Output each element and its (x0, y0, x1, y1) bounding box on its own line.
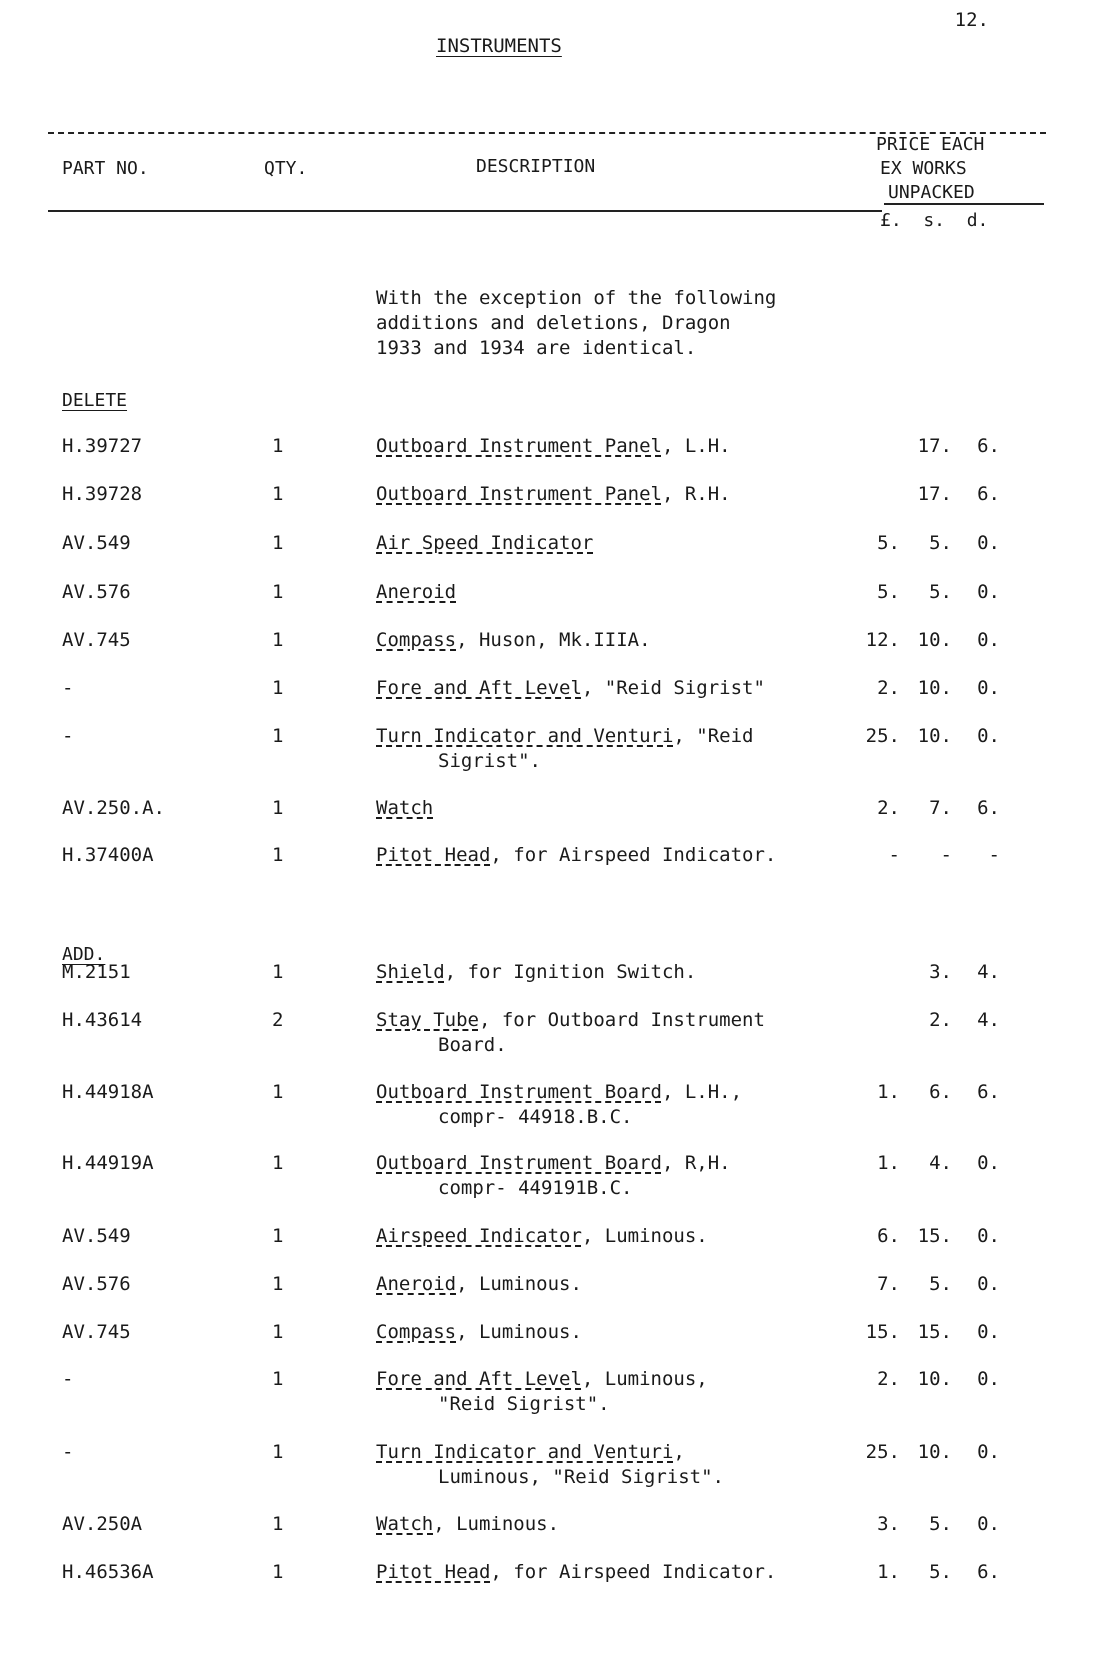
price-pounds: 7. (877, 1273, 900, 1295)
table-row (0, 724, 1107, 772)
price-shillings: 5. (929, 532, 952, 554)
description (376, 434, 731, 459)
item-detail: , for Outboard Instrument (478, 1009, 765, 1031)
quantity: 1 (272, 1152, 284, 1174)
table-row (0, 843, 1107, 868)
item-name: Turn Indicator and Venturi (376, 1441, 674, 1463)
table-row (0, 1560, 1107, 1585)
item-name: Fore and Aft Level (376, 677, 582, 699)
description-line (376, 1441, 685, 1463)
item-detail: , "Reid (673, 725, 754, 747)
item-detail: , "Reid Sigrist" (581, 677, 765, 699)
price-pounds (852, 1008, 900, 1033)
price-shillings: 3. (929, 961, 952, 983)
price-pounds (852, 482, 900, 507)
item-name: Turn Indicator and Venturi (376, 725, 674, 747)
description (376, 1512, 559, 1537)
price-pounds: - (888, 844, 900, 866)
description (376, 531, 593, 556)
item-name: Stay Tube (376, 1009, 479, 1031)
price-shillings: 17. (917, 483, 952, 505)
quantity: 1 (272, 1321, 284, 1343)
price (852, 628, 1000, 653)
price-pounds: 1. (877, 1152, 900, 1174)
price-shillings: 15. (917, 1321, 952, 1343)
description (376, 628, 651, 653)
part-number: AV.576 (62, 581, 131, 603)
price-pounds: 2. (877, 1368, 900, 1390)
price-pence: 0. (977, 1513, 1000, 1535)
price-shillings: 10. (917, 1368, 952, 1390)
table-row (0, 1272, 1107, 1297)
quantity: 1 (272, 1081, 284, 1103)
item-detail: , Luminous, (581, 1368, 708, 1390)
price-pence: 0. (977, 581, 1000, 603)
item-name: Outboard Instrument Board (376, 1081, 662, 1103)
price-shillings: 10. (917, 677, 952, 699)
page-title: INSTRUMENTS (436, 35, 562, 57)
description-line (376, 629, 651, 651)
item-detail: , Luminous. (456, 1273, 582, 1295)
price-pence: 0. (977, 677, 1000, 699)
quantity: 1 (272, 961, 284, 983)
price-pounds: 5. (877, 581, 900, 603)
description (376, 1151, 731, 1201)
description (376, 1440, 724, 1490)
price-pence: 6. (977, 483, 1000, 505)
part-number: H.39727 (62, 435, 143, 457)
price-shillings: 10. (917, 629, 952, 651)
part-number: AV.250A (62, 1513, 143, 1535)
price-pence: 4. (977, 961, 1000, 983)
description (376, 676, 765, 701)
description-line (376, 844, 776, 866)
description-line (376, 961, 696, 983)
part-number: AV.745 (62, 629, 131, 651)
price-shillings: 5. (929, 1561, 952, 1583)
description (376, 1272, 582, 1297)
part-number: - (62, 1368, 74, 1390)
price-shillings: 7. (929, 797, 952, 819)
header-price-line2: EX WORKS (880, 158, 967, 179)
item-detail: , for Airspeed Indicator. (490, 844, 777, 866)
item-detail: , Luminous. (456, 1321, 582, 1343)
description (376, 1080, 742, 1130)
part-number: - (62, 677, 74, 699)
item-detail: , for Ignition Switch. (444, 961, 697, 983)
quantity: 1 (272, 435, 284, 457)
description (376, 960, 696, 985)
price-pounds: 12. (865, 629, 900, 651)
item-name: Aneroid (376, 581, 457, 603)
part-number: H.46536A (62, 1561, 154, 1583)
quantity: 1 (272, 483, 284, 505)
price (852, 1560, 1000, 1585)
price (852, 1320, 1000, 1345)
description-line (376, 532, 593, 554)
table-row (0, 1440, 1107, 1488)
part-number: H.39728 (62, 483, 143, 505)
price-shillings: 2. (929, 1009, 952, 1031)
price-pounds: 15. (865, 1321, 900, 1343)
item-name: Pitot Head (376, 844, 491, 866)
description-line (376, 1561, 776, 1583)
item-detail: , Luminous. (581, 1225, 708, 1247)
price-shillings: 6. (929, 1081, 952, 1103)
header-part-no: PART NO. (62, 158, 149, 179)
price-pounds: 3. (877, 1513, 900, 1535)
description-line (376, 677, 765, 699)
table-row (0, 580, 1107, 605)
item-detail: , for Airspeed Indicator. (490, 1561, 777, 1583)
quantity: 1 (272, 532, 284, 554)
description (376, 724, 754, 774)
description-line (376, 797, 433, 819)
price-pence: 4. (977, 1009, 1000, 1031)
price-units: £. s. d. (880, 210, 989, 231)
price-pence: 6. (977, 435, 1000, 457)
part-number: - (62, 725, 74, 747)
item-name: Airspeed Indicator (376, 1225, 582, 1247)
quantity: 1 (272, 1441, 284, 1463)
price-pounds: 25. (865, 725, 900, 747)
price-shillings: 10. (917, 725, 952, 747)
part-number: - (62, 1441, 74, 1463)
table-row (0, 531, 1107, 556)
item-name: Shield (376, 961, 445, 983)
price-pounds: 5. (877, 532, 900, 554)
part-number: H.43614 (62, 1009, 143, 1031)
header-bottom-rule (48, 210, 882, 212)
quantity: 1 (272, 1273, 284, 1295)
price-pounds: 25. (865, 1441, 900, 1463)
intro-text: With the exception of the following additions and deletions, Dragon 1933 and 1934 are identical. (376, 287, 777, 359)
part-number: AV.745 (62, 1321, 131, 1343)
price (852, 1224, 1000, 1249)
description (376, 1320, 582, 1345)
description-continuation: compr- 449191B.C. (438, 1177, 633, 1199)
description (376, 796, 433, 821)
description-continuation: compr- 44918.B.C. (438, 1106, 633, 1128)
table-row (0, 796, 1107, 821)
table-row (0, 482, 1107, 507)
item-name: Watch (376, 797, 434, 819)
price (852, 1512, 1000, 1537)
description-continuation: Sigrist". (438, 750, 541, 772)
price-pence: 0. (977, 1321, 1000, 1343)
description-line (376, 725, 754, 747)
description (376, 1224, 708, 1249)
add-section-label: ADD. (62, 944, 106, 965)
description (376, 843, 776, 868)
item-name: Air Speed Indicator (376, 532, 594, 554)
table-row (0, 628, 1107, 653)
item-name: Fore and Aft Level (376, 1368, 582, 1390)
description-line (376, 1368, 708, 1390)
table-row (0, 1080, 1107, 1128)
price-pence: 0. (977, 1152, 1000, 1174)
description-line (376, 1513, 559, 1535)
price (852, 1008, 1000, 1033)
price-pence: 0. (977, 1441, 1000, 1463)
item-detail: , L.H., (661, 1081, 743, 1103)
item-detail: , R,H. (661, 1152, 731, 1174)
part-number: AV.250.A. (62, 797, 165, 819)
header-description: DESCRIPTION (476, 156, 596, 177)
part-number: AV.549 (62, 1225, 131, 1247)
price (852, 960, 1000, 985)
table-row (0, 1008, 1107, 1056)
description-continuation: Luminous, "Reid Sigrist". (438, 1466, 724, 1488)
quantity: 1 (272, 844, 284, 866)
item-name: Aneroid (376, 1273, 457, 1295)
item-name: Watch (376, 1513, 434, 1535)
description-line (376, 1152, 731, 1174)
price-pence: 0. (977, 532, 1000, 554)
price-pence: 0. (977, 629, 1000, 651)
description (376, 580, 456, 605)
price (852, 1151, 1000, 1176)
header-price-line1: PRICE EACH (876, 134, 985, 155)
price (852, 724, 1000, 749)
description-line (376, 1321, 582, 1343)
item-name: Compass (376, 629, 457, 651)
delete-section-label: DELETE (62, 390, 128, 411)
price (852, 843, 1000, 868)
price (852, 1080, 1000, 1105)
table-row (0, 1512, 1107, 1537)
price (852, 796, 1000, 821)
table-row (0, 1367, 1107, 1415)
item-name: Outboard Instrument Board (376, 1152, 662, 1174)
price-pounds: 1. (877, 1561, 900, 1583)
table-row (0, 1320, 1107, 1345)
price-header-rule (884, 203, 1044, 205)
quantity: 1 (272, 1513, 284, 1535)
item-detail: , R.H. (661, 483, 731, 505)
description-continuation: "Reid Sigrist". (438, 1393, 610, 1415)
price-pounds (852, 960, 900, 985)
quantity: 1 (272, 677, 284, 699)
price-pounds: 2. (877, 797, 900, 819)
description-line (376, 435, 731, 457)
description-line (376, 1081, 742, 1103)
item-name: Pitot Head (376, 1561, 491, 1583)
part-number: AV.549 (62, 532, 131, 554)
item-name: Outboard Instrument Panel (376, 435, 662, 457)
price (852, 1367, 1000, 1392)
part-number: M.2151 (62, 961, 131, 983)
price-pence: 6. (977, 1081, 1000, 1103)
price-shillings: 17. (917, 435, 952, 457)
price (852, 1440, 1000, 1465)
description (376, 1367, 708, 1417)
table-row (0, 1151, 1107, 1199)
table-row (0, 1224, 1107, 1249)
part-number: H.44918A (62, 1081, 154, 1103)
price-pounds: 2. (877, 677, 900, 699)
price-pounds: 6. (877, 1225, 900, 1247)
price-pence: 6. (977, 797, 1000, 819)
price-pounds (852, 434, 900, 459)
item-detail: , Huson, Mk.IIIA. (456, 629, 651, 651)
part-number: AV.576 (62, 1273, 131, 1295)
description-line (376, 1273, 582, 1295)
table-row (0, 676, 1107, 701)
page-number: 12. (954, 9, 989, 31)
price-shillings: - (940, 844, 952, 866)
price-pence: 0. (977, 1273, 1000, 1295)
price (852, 580, 1000, 605)
part-number: H.37400A (62, 844, 154, 866)
description-line (376, 1225, 708, 1247)
item-detail: , Luminous. (433, 1513, 560, 1535)
price (852, 482, 1000, 507)
item-detail: , (673, 1441, 685, 1463)
price-shillings: 5. (929, 1513, 952, 1535)
description-line (376, 581, 456, 603)
description-continuation: Board. (438, 1034, 507, 1056)
price (852, 531, 1000, 556)
quantity: 1 (272, 725, 284, 747)
price (852, 434, 1000, 459)
description (376, 482, 731, 507)
quantity: 1 (272, 797, 284, 819)
table-row (0, 960, 1107, 985)
item-name: Outboard Instrument Panel (376, 483, 662, 505)
price-pence: - (988, 844, 1000, 866)
price-shillings: 10. (917, 1441, 952, 1463)
header-qty: QTY. (264, 158, 308, 179)
header-price-line3: UNPACKED (888, 182, 975, 203)
price-shillings: 15. (917, 1225, 952, 1247)
description-line (376, 483, 731, 505)
quantity: 1 (272, 581, 284, 603)
price-pence: 0. (977, 725, 1000, 747)
price-pounds: 1. (877, 1081, 900, 1103)
item-detail: , L.H. (661, 435, 731, 457)
quantity: 2 (272, 1009, 284, 1031)
quantity: 1 (272, 1368, 284, 1390)
quantity: 1 (272, 629, 284, 651)
quantity: 1 (272, 1561, 284, 1583)
quantity: 1 (272, 1225, 284, 1247)
price-shillings: 5. (929, 1273, 952, 1295)
item-name: Compass (376, 1321, 457, 1343)
description-line (376, 1009, 765, 1031)
price-pence: 0. (977, 1368, 1000, 1390)
price-shillings: 5. (929, 581, 952, 603)
price-pence: 6. (977, 1561, 1000, 1583)
description (376, 1560, 776, 1585)
price-pence: 0. (977, 1225, 1000, 1247)
description (376, 1008, 765, 1058)
price (852, 676, 1000, 701)
table-row (0, 434, 1107, 459)
price-shillings: 4. (929, 1152, 952, 1174)
price (852, 1272, 1000, 1297)
part-number: H.44919A (62, 1152, 154, 1174)
